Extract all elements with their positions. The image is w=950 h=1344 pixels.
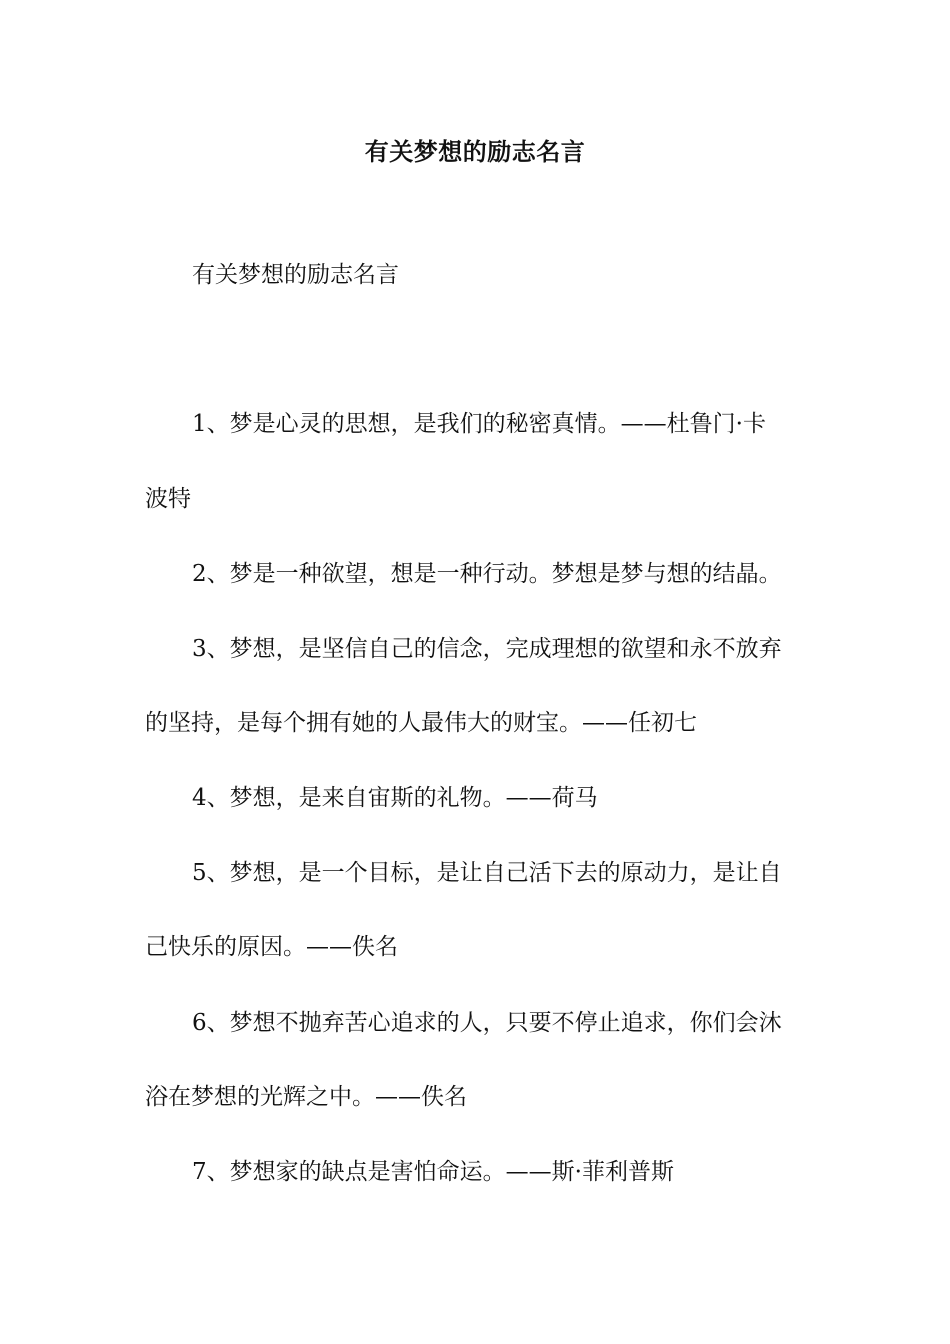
quote-line-7: 7、梦想家的缺点是害怕命运。——斯·菲利普斯 — [192, 1159, 674, 1185]
quote-line-3: 3、梦想，是坚信自己的信念，完成理想的欲望和永不放弃 — [192, 636, 782, 662]
quote-line-1-continuation: 波特 — [145, 486, 191, 512]
quote-line-4: 4、梦想，是来自宙斯的礼物。——荷马 — [192, 785, 598, 811]
quote-line-5-continuation: 己快乐的原因。——佚名 — [145, 934, 398, 960]
quote-line-1: 1、梦是心灵的思想，是我们的秘密真情。——杜鲁门·卡 — [192, 411, 766, 437]
quote-line-6: 6、梦想不抛弃苦心追求的人，只要不停止追求，你们会沐 — [192, 1010, 782, 1036]
quote-line-5: 5、梦想，是一个目标，是让自己活下去的原动力，是让自 — [192, 860, 782, 886]
quote-line-3-continuation: 的坚持，是每个拥有她的人最伟大的财宝。——任初七 — [145, 710, 697, 736]
quote-line-6-continuation: 浴在梦想的光辉之中。——佚名 — [145, 1084, 467, 1110]
document-subtitle: 有关梦想的励志名言 — [192, 262, 399, 288]
quote-line-2: 2、梦是一种欲望，想是一种行动。梦想是梦与想的结晶。 — [192, 561, 782, 587]
document-title: 有关梦想的励志名言 — [364, 137, 586, 166]
